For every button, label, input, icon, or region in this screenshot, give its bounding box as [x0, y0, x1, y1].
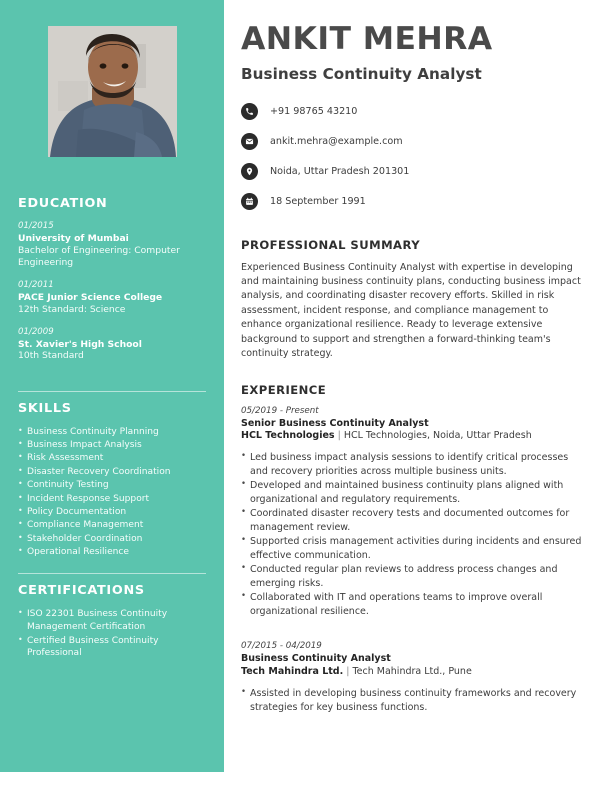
education-date: 01/2015	[18, 221, 54, 231]
location-pin-icon	[241, 163, 258, 180]
list-item: • Continuity Testing	[18, 479, 206, 492]
profile-photo	[48, 26, 177, 157]
experience-company-line	[241, 430, 589, 443]
education-school: University of Mumbai	[18, 232, 129, 244]
separator: |	[334, 430, 344, 442]
summary-heading: PROFESSIONAL SUMMARY	[241, 237, 421, 252]
certifications-heading: CERTIFICATIONS	[18, 583, 145, 599]
list-item: • Stakeholder Coordination	[18, 533, 206, 546]
separator: |	[343, 666, 353, 678]
experience-company: Tech Mahindra Ltd.	[241, 666, 344, 678]
experience-heading: EXPERIENCE	[241, 382, 327, 397]
list-item: • Coordinated disaster recovery tests and documented outcomes for management review.	[241, 507, 589, 535]
education-school: PACE Junior Science College	[18, 291, 163, 303]
skills-heading: SKILLS	[18, 400, 72, 416]
experience-entry	[241, 406, 589, 619]
experience-company-line	[241, 666, 589, 679]
experience-role: Senior Business Continuity Analyst	[241, 417, 429, 429]
contact-location	[241, 157, 589, 187]
experience-bullets	[241, 451, 589, 619]
experience-location: HCL Technologies, Noida, Uttar Pradesh	[343, 430, 532, 442]
contact-birthdate	[241, 187, 589, 217]
list-item: • ISO 22301 Business Continuity Management Certification	[18, 608, 206, 634]
education-item	[18, 280, 206, 316]
spacer	[18, 374, 206, 391]
skills-divider	[18, 391, 206, 392]
contact-phone-text: +91 98765 43210	[270, 106, 358, 117]
education-date: 01/2011	[18, 279, 54, 290]
experience-company: HCL Technologies	[241, 430, 335, 442]
list-item: • Led business impact analysis sessions to identify critical processes and recovery priorities across multiple business units.	[241, 451, 589, 479]
page-title: ANKIT MEHRA	[241, 21, 493, 57]
list-item: • Risk Assessment	[18, 452, 206, 465]
summary-section	[241, 238, 589, 362]
education-date: 01/2009	[18, 326, 54, 337]
skills-list	[18, 426, 206, 560]
contact-location-text: Noida, Uttar Pradesh 201301	[270, 166, 410, 177]
job-title-subtitle: Business Continuity Analyst	[241, 64, 482, 83]
certifications-section	[18, 573, 206, 660]
contact-email-text: ankit.mehra@example.com	[270, 136, 403, 147]
education-degree: 10th Standard	[18, 350, 84, 362]
list-item: • Compliance Management	[18, 519, 206, 532]
list-item: • Incident Response Support	[18, 493, 206, 506]
experience-role: Business Continuity Analyst	[241, 653, 391, 665]
education-school: St. Xavier's High School	[18, 338, 142, 350]
list-item: • Disaster Recovery Coordination	[18, 466, 206, 479]
main-content	[241, 0, 589, 792]
education-item	[18, 327, 206, 363]
spacer	[241, 619, 589, 632]
email-icon	[241, 133, 258, 150]
list-item: • Developed and maintained business continuity plans aligned with organizational and regulatory requirements.	[241, 479, 589, 507]
certifications-list	[18, 608, 206, 660]
skills-section	[18, 391, 206, 560]
sidebar	[0, 0, 224, 772]
list-item: • Certified Business Continuity Professional	[18, 635, 206, 661]
list-item: • Conducted regular plan reviews to address process changes and emerging risks.	[241, 563, 589, 591]
list-item: • Collaborated with IT and operations teams to improve overall organizational resilience.	[241, 591, 589, 619]
calendar-icon	[241, 193, 258, 210]
list-item: • Operational Resilience	[18, 546, 206, 559]
contact-birthdate-text: 18 September 1991	[270, 196, 366, 207]
spacer	[241, 362, 589, 383]
list-item: • Assisted in developing business continuity frameworks and recovery strategies for key business functions.	[241, 687, 589, 715]
education-degree: Bachelor of Engineering: Computer Engineering	[18, 244, 180, 268]
education-heading: EDUCATION	[18, 196, 108, 211]
certifications-divider	[18, 573, 206, 574]
list-item: • Business Continuity Planning	[18, 426, 206, 439]
experience-date: 05/2019 - Present	[241, 405, 319, 416]
summary-text: Experienced Business Continuity Analyst with expertise in developing and maintaining business continuity plans, conducting business impact analysis, and coordinating disaster recovery efforts. Skilled in risk assessment, incident response, and compliance management to enhance organizational resilience. Ready to leverage extensive background to support and strengthen a forward-thinking team's continuity strategy.	[241, 261, 581, 360]
experience-date: 07/2015 - 04/2019	[241, 641, 322, 652]
education-degree: 12th Standard: Science	[18, 303, 126, 315]
list-item: • Business Impact Analysis	[18, 439, 206, 452]
experience-section	[241, 383, 589, 715]
phone-icon	[241, 103, 258, 120]
list-item: • Policy Documentation	[18, 506, 206, 519]
spacer	[241, 217, 589, 238]
sidebar-sections	[0, 196, 224, 661]
experience-location: Tech Mahindra Ltd., Pune	[352, 666, 472, 678]
contact-email	[241, 127, 589, 157]
contact-list	[241, 97, 589, 217]
experience-bullets	[241, 687, 589, 715]
list-item: • Supported crisis management activities during incidents and ensured effective communication.	[241, 535, 589, 563]
experience-entry	[241, 641, 589, 714]
profile-photo-image	[48, 26, 177, 157]
education-section	[18, 196, 206, 363]
education-item	[18, 221, 206, 269]
contact-phone	[241, 97, 589, 127]
